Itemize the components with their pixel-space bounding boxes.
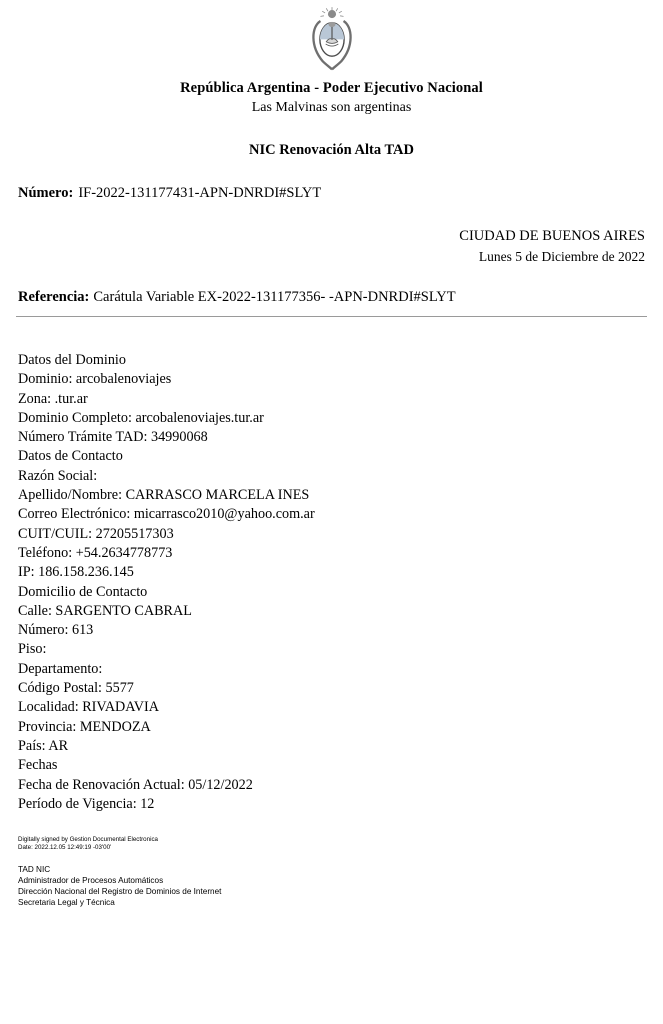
body-line: Código Postal: 5577 bbox=[18, 680, 134, 697]
body-line: Razón Social: bbox=[18, 467, 98, 484]
body-line: Fechas bbox=[18, 757, 58, 774]
numero-row bbox=[16, 185, 647, 202]
document-header bbox=[16, 80, 647, 116]
body-line: Localidad: RIVADAVIA bbox=[18, 699, 159, 716]
body-line: Período de Vigencia: 12 bbox=[18, 795, 155, 812]
signature-stamp-line-2: Date: 2022.12.05 12:49:19 -03'00' bbox=[18, 843, 112, 851]
signer-name: TAD NIC bbox=[18, 865, 51, 875]
place-text: CIUDAD DE BUENOS AIRES bbox=[459, 228, 645, 244]
signer-org-1: Dirección Nacional del Registro de Dominios de Internet bbox=[18, 887, 222, 897]
place-date-block bbox=[16, 228, 647, 265]
referencia-row bbox=[16, 289, 647, 306]
body-line: Dominio Completo: arcobalenoviajes.tur.ar bbox=[18, 409, 264, 426]
numero-label: Número: bbox=[18, 185, 74, 201]
header-divider bbox=[16, 316, 647, 317]
body-line: País: AR bbox=[18, 737, 69, 754]
digital-signature-block bbox=[16, 836, 647, 908]
signature-stamp bbox=[18, 836, 647, 851]
document-type-title: NIC Renovación Alta TAD bbox=[248, 142, 414, 158]
body-line: Datos de Contacto bbox=[18, 448, 123, 465]
body-line: Número Trámite TAD: 34990068 bbox=[18, 429, 208, 446]
header-line-2: Las Malvinas son argentinas bbox=[251, 100, 412, 115]
document-body bbox=[16, 351, 647, 814]
crest-container bbox=[16, 0, 647, 74]
signer-role: Administrador de Procesos Automáticos bbox=[18, 876, 164, 886]
body-line: Dominio: arcobalenoviajes bbox=[18, 371, 172, 388]
body-line: Teléfono: +54.2634778773 bbox=[18, 544, 173, 561]
body-line: Departamento: bbox=[18, 660, 103, 677]
body-line: Correo Electrónico: micarrasco2010@yahoo.com.ar bbox=[18, 506, 315, 523]
referencia-label: Referencia: bbox=[18, 289, 90, 305]
body-line: Piso: bbox=[18, 641, 47, 658]
referencia-value: Carátula Variable EX-2022-131177356- -APN-DNRDI#SLYT bbox=[93, 289, 456, 305]
body-line: Fecha de Renovación Actual: 05/12/2022 bbox=[18, 776, 253, 793]
body-line: IP: 186.158.236.145 bbox=[18, 564, 134, 581]
signer-org-2: Secretaria Legal y Técnica bbox=[18, 898, 115, 908]
body-line: Domicilio de Contacto bbox=[18, 583, 148, 600]
date-text: Lunes 5 de Diciembre de 2022 bbox=[478, 249, 645, 264]
body-line: Número: 613 bbox=[18, 622, 94, 639]
header-line-1: República Argentina - Poder Ejecutivo Nacional bbox=[180, 80, 483, 96]
body-line: Zona: .tur.ar bbox=[18, 390, 88, 407]
body-line: CUIT/CUIL: 27205517303 bbox=[18, 525, 174, 542]
signer-details bbox=[18, 864, 647, 908]
body-line: Datos del Dominio bbox=[18, 352, 126, 368]
numero-value: IF-2022-131177431-APN-DNRDI#SLYT bbox=[78, 185, 322, 201]
signature-stamp-line-1: Digitally signed by Gestion Documental Electronica bbox=[18, 836, 158, 844]
argentina-coat-of-arms-icon bbox=[303, 6, 361, 74]
body-line: Calle: SARGENTO CABRAL bbox=[18, 602, 192, 619]
body-line: Apellido/Nombre: CARRASCO MARCELA INES bbox=[18, 487, 310, 504]
body-line: Provincia: MENDOZA bbox=[18, 718, 151, 735]
